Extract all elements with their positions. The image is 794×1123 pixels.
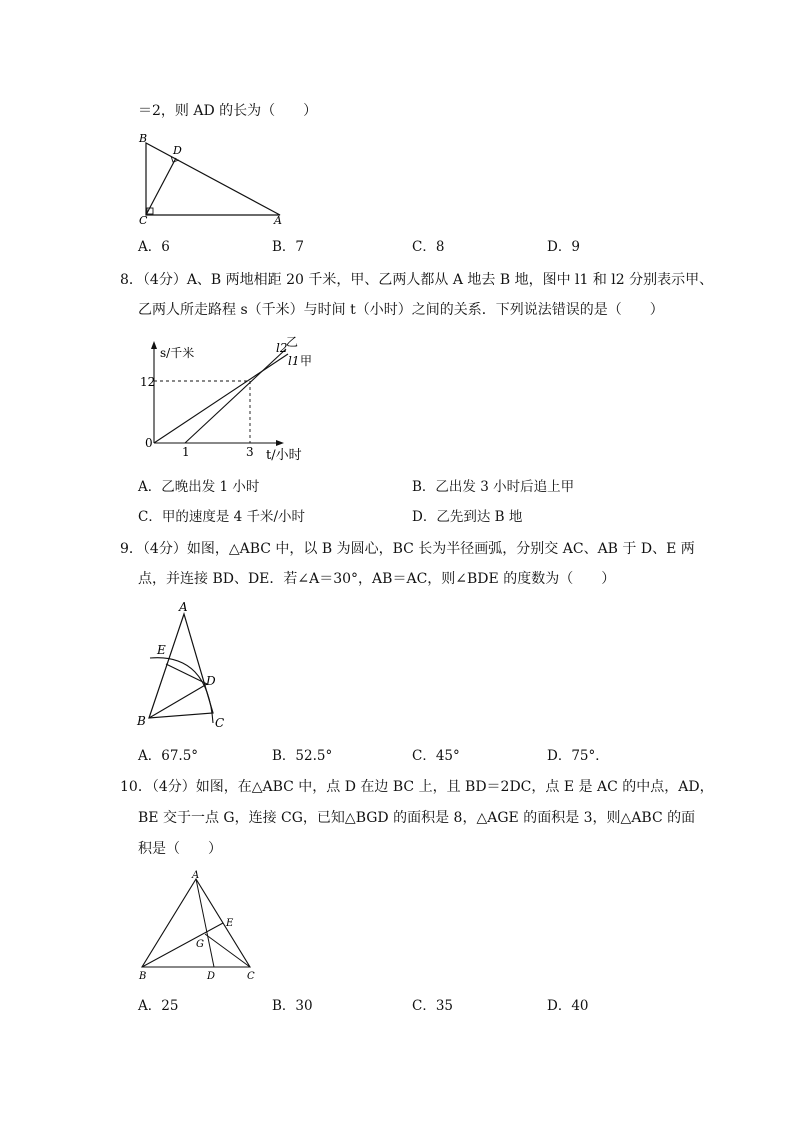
q8-option-c[interactable]: C．甲的速度是 4 千米/小时 [138,509,306,525]
q9-option-a[interactable]: A．67.5° [138,748,199,764]
x-axis-label: t/小时 [266,448,302,463]
label-c: C [247,971,255,982]
label-jia: 甲 [300,354,313,368]
q10-option-a[interactable]: A．25 [138,998,179,1014]
q7-option-b[interactable]: B．7 [272,239,305,255]
y-tick-12: 12 [140,375,156,389]
label-b: B [139,132,148,145]
q7-option-d[interactable]: D．9 [547,239,580,255]
label-b: B [139,971,147,982]
origin-label: 0 [145,436,153,450]
q7-option-a[interactable]: A．6 [138,239,170,255]
label-b: B [137,714,146,728]
q10-text-line1: 10．（4分）如图，在△ABC 中，点 D 在边 BC 上，且 BD＝2DC，点 E 是 AC 的中点，AD， [120,779,714,795]
q9-option-d[interactable]: D．75°． [547,748,609,764]
q8-option-b[interactable]: B．乙出发 3 小时后追上甲 [412,479,575,495]
q10-option-b[interactable]: B．30 [272,998,313,1014]
q8-text-line1: 8．（4分）A、B 两地相距 20 千米，甲、乙两人都从 A 地去 B 地，图中 l1 和 l2 分别表示甲、 [120,272,714,288]
label-c: C [215,716,225,730]
q7-figure [130,128,300,228]
x-tick-3: 3 [246,445,254,459]
x-tick-1: 1 [182,445,190,459]
q9-text-line1: 9．（4分）如图，△ABC 中，以 B 为圆心，BC 长为半径画弧，分别交 AC、AB 于 D、E 两 [120,541,695,557]
label-d: D [173,144,182,157]
label-c: C [139,214,148,227]
q9-option-b[interactable]: B．52.5° [272,748,333,764]
label-l2: l2 [276,341,288,355]
label-e: E [157,643,166,657]
q9-option-c[interactable]: C．45° [412,748,460,764]
q8-option-a[interactable]: A．乙晚出发 1 小时 [138,479,260,495]
q8-text-line2: 乙两人所走路程 s（千米）与时间 t（小时）之间的关系．下列说法错误的是（ ） [138,302,664,318]
q10-option-d[interactable]: D．40 [547,998,589,1014]
q8-option-d[interactable]: D．乙先到达 B 地 [412,509,523,525]
label-a: A [192,870,200,881]
q8-graph [140,335,320,465]
label-l1: l1 [288,354,300,368]
label-a: A [274,214,282,227]
q10-figure [130,869,270,989]
q7-option-c[interactable]: C．8 [412,239,445,255]
q10-text-line3: 积是（ ） [138,841,222,857]
label-d: D [207,971,216,982]
label-a: A [179,600,188,614]
q10-option-c[interactable]: C．35 [412,998,454,1014]
q10-text-line2: BE 交于一点 G，连接 CG，已知△BGD 的面积是 8，△AGE 的面积是 3，则△ABC 的面 [138,810,696,826]
label-yi: 乙 [286,335,299,349]
label-d: D [206,674,216,688]
q9-text-line2: 点，并连接 BD、DE．若∠A＝30°，AB＝AC，则∠BDE 的度数为（ ） [138,571,616,587]
label-g: G [196,939,204,950]
label-e: E [226,918,234,929]
y-axis-label: s/千米 [160,346,195,360]
q9-figure [130,597,240,737]
q7-text: ＝2，则 AD 的长为（ ） [138,103,318,119]
